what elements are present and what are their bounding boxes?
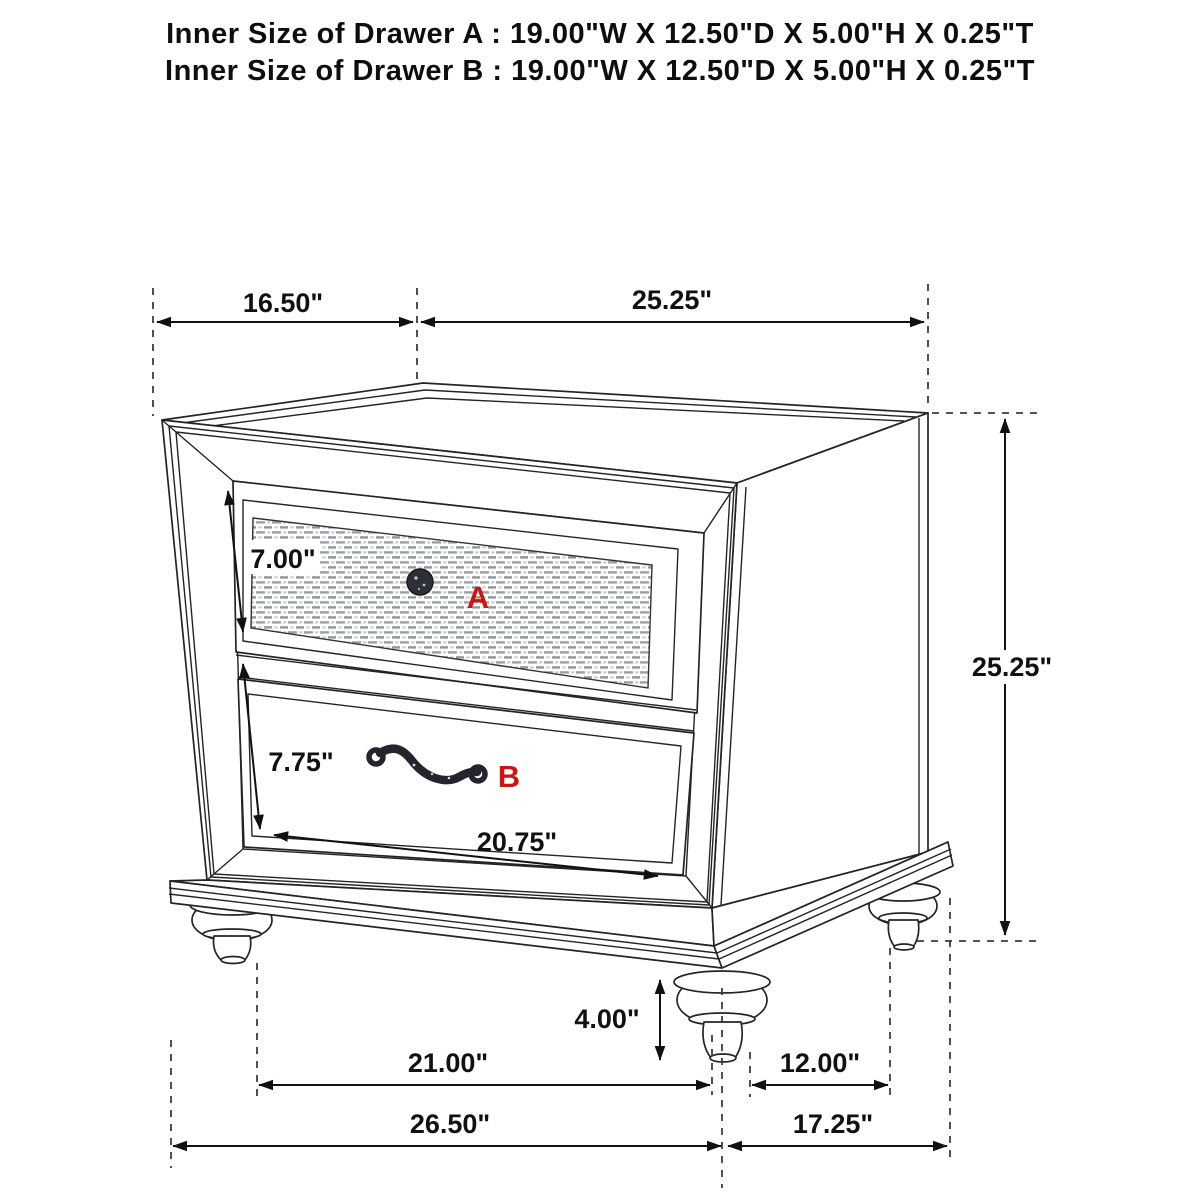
side-face [712, 413, 928, 908]
dim-top-right-width [421, 285, 924, 322]
dim-label-drawer-b-height: 7.75" [268, 747, 334, 777]
dim-label-overall-height: 25.25" [971, 652, 1053, 682]
dim-leg-span-front [259, 1048, 710, 1085]
dim-overall-depth [728, 1109, 947, 1146]
drawer-a-knob [407, 569, 433, 595]
nightstand-drawing [162, 383, 953, 1062]
drawer-b-letter: B [497, 759, 521, 794]
dim-leg-span-side [752, 1048, 888, 1085]
dim-overall-width [173, 1109, 721, 1146]
dim-top-left-width [157, 288, 413, 322]
dim-overall-height [972, 419, 1052, 935]
dim-label-top-right-width: 25.25" [631, 285, 713, 315]
dim-label-overall-width: 26.50" [409, 1109, 491, 1139]
drawer-a-letter: A [466, 580, 490, 615]
dim-label-leg-span-side: 12.00" [779, 1048, 861, 1078]
dim-label-leg-height: 4.00" [574, 1004, 640, 1034]
dim-label-leg-span-front: 21.00" [407, 1048, 489, 1078]
drawer-a-size-text: Inner Size of Drawer A : 19.00"W X 12.50"D X 5.00"H X 0.25"T [166, 18, 1034, 50]
drawer-b-size-text: Inner Size of Drawer B : 19.00"W X 12.50"D X 5.00"H X 0.25"T [165, 55, 1035, 87]
dim-label-drawer-a-height: 7.00" [250, 544, 316, 574]
dim-label-overall-depth: 17.25" [792, 1109, 874, 1139]
dim-label-drawer-width: 20.75" [476, 827, 558, 857]
dim-leg-height [574, 980, 660, 1060]
dim-label-top-left-width: 16.50" [242, 288, 324, 318]
